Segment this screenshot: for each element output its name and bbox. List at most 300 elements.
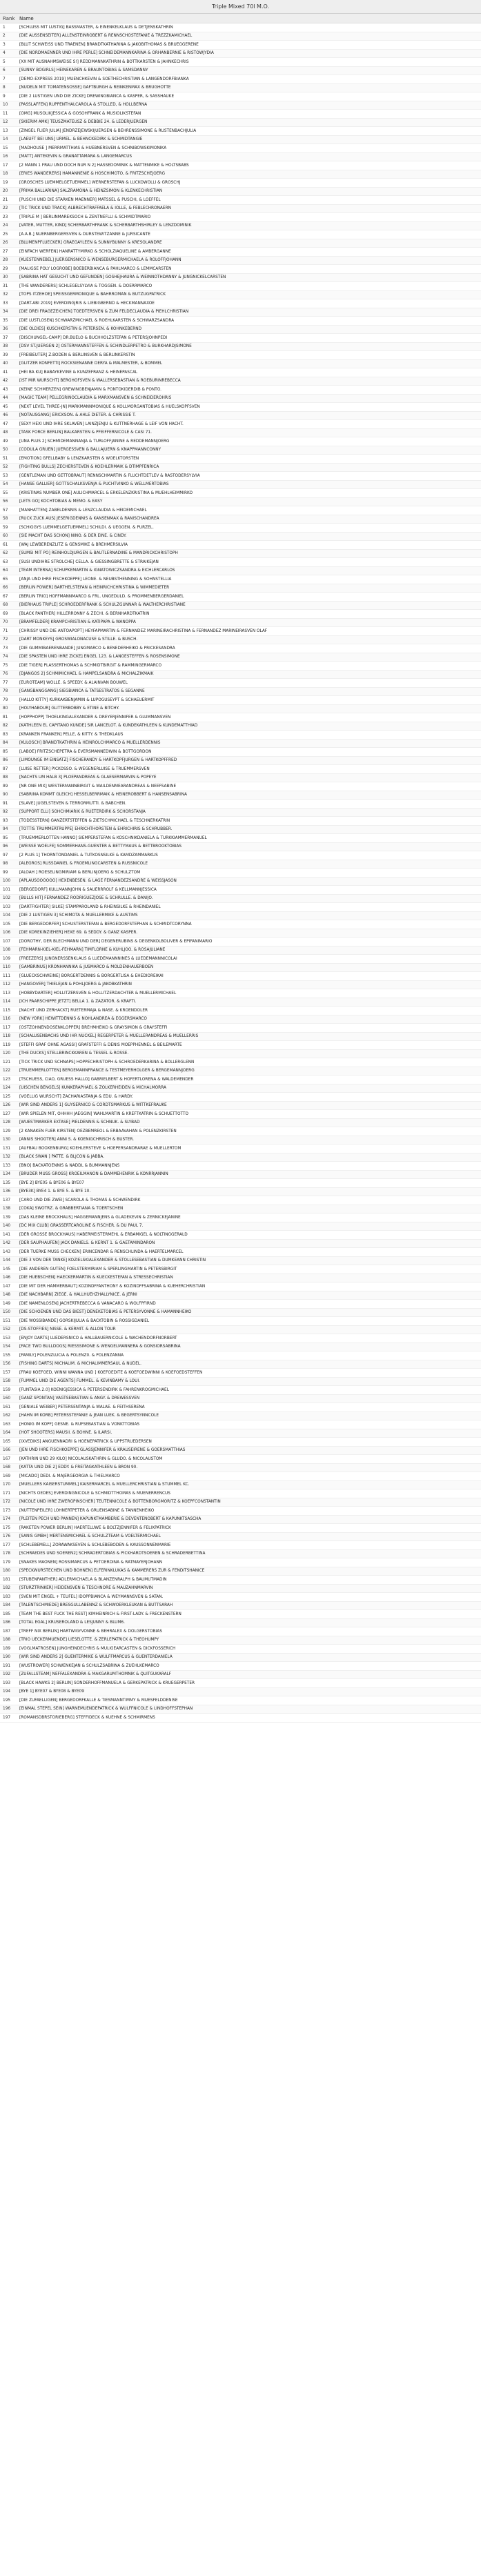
rank-cell: 105 [3,922,11,927]
table-row [0,998,481,1007]
team-name-cell: [OSTZOHNENDOSENKLOPPER] BREHMHEIKO & GRAYSIMON & GRAYSTEFFI [19,1025,168,1030]
table-row [0,602,481,611]
rank-cell: 60 [3,534,8,539]
team-name-cell: [DSV ST.JUERGEN 2] OSTERMANNSTEFFEN & SCHINDLERPETRO & BURKHARDJSIMONE [19,344,192,349]
table-row [0,317,481,326]
team-name-cell: [BLACK SWAN ] PATTE. & BLJCON & JABBA. [19,1155,105,1160]
rank-cell: 169 [3,1474,11,1478]
team-name-cell: [TICK TRICK UND SCHNAPS] HOPPECHRISTOPH & SCHROEDERKARINA & BOLLERGLENN [19,1060,195,1064]
team-name-cell: [TEAM THE BEST FUCK THE REST] KIMHEINRICH & FIRST-LADY. & FRECKENSTERN [19,1612,181,1616]
table-row [0,895,481,904]
team-name-cell: [LABOE] FRITZSCHEPETRA & EVERSMANNEDWIN & BOTTGORDON [19,749,152,754]
rank-cell: 127 [3,1111,11,1116]
table-row [0,593,481,602]
rank-cell: 102 [3,896,11,901]
team-name-cell: [ERIES WANDERERS] HAMANNENIE & HOSCHIMOTO, & FRITZSCHEJOERG [19,172,165,177]
table-row [0,1558,481,1567]
table-row [0,920,481,929]
table-row [0,498,481,507]
table-row [0,1136,481,1145]
rank-cell: 68 [3,603,8,608]
rank-cell: 84 [3,741,8,746]
rank-cell: 80 [3,706,8,711]
team-name-cell: [SEXY HEXI UND IHRE SKLAVEN] LAINZJENJU & KUTTNERHAGE & LEIF VON HACHT. [19,422,184,426]
table-row [0,1619,481,1628]
team-name-cell: [HONIG IM KOPF] GESNE. & RUFSEBASTIAN & VONKTTOBIAS [19,1422,140,1427]
table-row [0,1188,481,1197]
rank-cell: 31 [3,284,8,288]
team-name-cell: [DIE NAMENLOSEN] JACHERTREBECCA & VANACARO & WOLFPFIRND [19,1301,156,1306]
rank-cell: 180 [3,1569,11,1574]
table-row [0,550,481,559]
team-name-cell: [2 KANAKEN FUER KIRSTEN] OEZBEMREOL & ERBAAVAHAN & POLENZKIRSTEN [19,1129,177,1133]
table-row [0,1171,481,1180]
team-name-cell: [FACE TWO BULLDOGS] RIESSSIMONE & WENGELMANNERA & GONSIORSABRINA [19,1345,181,1349]
team-name-cell: [VOGLMATROSEN] JUNGHEINDECHRIS & MULIGEARCASTEN & DICKFOSSERICH [19,1646,176,1651]
rank-cell: 74 [3,655,8,660]
table-row [0,869,481,878]
table-row [0,1602,481,1611]
team-name-cell: [GENTLEMAN UND GETTOBRAUT] RENNSCHMARTIN & FLUCHTDETLEV & RASTODERSYLVIA [19,473,200,478]
team-name-cell: [EINFACH WERFEN] HANRATTYMIRKO & SCHOLZIAQUELINE & AMBERGANNE [19,249,171,254]
table-row [0,1455,481,1464]
rank-cell: 28 [3,258,8,263]
team-name-cell: [VOELLIG WURSCHT] ZACHARIASTANJA & EDU. & HARDY. [19,1094,133,1099]
table-row [0,205,481,214]
team-name-cell: [DEMO-EXPRESS 2019] MUENCHKEVIN & SOETHECHRISTIAN & LANGENDORFBIANKA [19,77,189,81]
team-name-cell: [TODESSTERN] GANZERTSTEFFEN & ZIETSCHMICHAEL & TESCHNERKATRIN [19,818,170,823]
table-row [0,1162,481,1171]
team-name-cell: [SPECKWURSTECHEN UND BOHNEN] ELFERINKLUKAS & KAMMERERS ZUR & FENDITSHANICE [19,1569,205,1574]
table-row [0,1369,481,1378]
rank-cell: 193 [3,1681,11,1685]
rank-cell: 79 [3,697,8,702]
team-name-cell: [ENJOY DARTS] LUEDERSNICO & HALLBAUERNICOLE & WACHENDORFNORBERT [19,1336,177,1340]
table-row [0,1119,481,1128]
rank-cell: 90 [3,793,8,797]
table-row [0,1309,481,1318]
team-name-cell: [MICADO] DEDI. & MAJERGEORGIA & THIELMARCO [19,1474,120,1478]
team-name-cell: [SIE MACHT DAS SCHON] NINO. & DER EINE. & CINDY. [19,534,127,539]
rank-cell: 187 [3,1629,11,1634]
team-name-cell: [TSCHUESS, CIAO, GRUESS HALLO] GABRIELBERT & HOFERTLORENA & WALDEMENDER [19,1077,194,1082]
team-name-cell: [MANHATTEN] ZABELDENNIS & LENZCLAUDIA & HEIDEMICHAEL [19,508,147,513]
team-name-cell: [NOTAUSGANG] ERICKSON. & AHLE DIETER. & CHRISSIE T. [19,413,136,418]
team-name-cell: [SCHALUSENBACHS UND IHR NUCKEL] REGERPETER & MUELLERANDREAS & MUELLERRIS [19,1034,199,1039]
table-row [0,989,481,998]
rank-cell: 62 [3,551,8,556]
table-row [0,1093,481,1102]
team-name-cell: [TRUEMMERLOTTEN] BERGEMANNFRANCE & TESTMEYERHOLGER & BERGEMANNJOERG [19,1069,195,1073]
team-name-cell: [KATHRIN UND 29 KILO] NICOLAUSKATHRIN & GLUDO. & NICOLAUSTOM [19,1456,163,1461]
table-row [0,1145,481,1153]
rank-cell: 144 [3,1258,11,1263]
team-name-cell: [DIE 2 LUSTIGEN 3] SCHIMOTA & MUELLERMIKE & AUSTIMS [19,913,138,918]
rank-cell: 52 [3,465,8,470]
rank-cell: 177 [3,1543,11,1547]
team-name-cell: [NACHTS UM HALB 3] PLOEPANDREAS & GLAESERMARVIN & POPEYE [19,775,157,780]
team-name-cell: [BERGEDORF] KULLMANNJOHN & SAUERRROLF & KELLMANNJESSICA [19,887,157,892]
team-name-cell: [BIERHAUS TRIPLE] SCHROEDERFRANK & SCHULZGUNNAR & WALTHERCHRISTIANE [19,603,186,608]
team-name-cell: [BULLS HIT] FERNANDEZ RODRIGUEZJOSE & SCHRULLE. & DANIJO. [19,896,153,901]
rank-cell: 113 [3,991,11,995]
rank-cell: 65 [3,577,8,582]
table-row [0,213,481,222]
table-row [0,377,481,386]
team-name-cell: [JEN UND IHRE FISCHKOEPPE] GLASSJENNIFER & KRAUSEIRENE & GOERSMATTHIAS [19,1448,186,1453]
table-row [0,575,481,584]
table-row [0,1533,481,1542]
rank-cell: 163 [3,1422,11,1427]
rank-cell: 16 [3,155,8,159]
team-name-cell: [FUMMEL UND DIE AGENTS] FUMMEL. & KEVINBAMY & LOUI. [19,1379,140,1384]
team-name-cell: [SUMSI MIT PO] REINHOLDJURGEN & BAUTLERNADINE & MANDRICKCHRISTOPH [19,551,178,556]
table-row [0,1213,481,1222]
table-row [0,351,481,360]
table-row [0,1714,481,1723]
team-name-cell: [TOTAL EGAL] KRUSEROLAND & LESJUNNY & BLUM6. [19,1621,125,1625]
rank-cell: 158 [3,1379,11,1384]
rank-cell: 22 [3,206,8,211]
rank-cell: 66 [3,586,8,591]
table-row [0,326,481,335]
table-row [0,679,481,688]
rank-cell: 59 [3,525,8,530]
team-name-cell: [SABRINA KOMMT GLEICH] HESSELBERRMAIK & HEINEROBBERT & HANSENSABRINA [19,793,187,797]
team-name-cell: [DIE HUEBSCHEN] HAECKERMARTIN & KUECKESTEFAN & STRESSECHRISTIAN [19,1276,173,1280]
team-name-cell: [WUESTMARKER EXTASE] PIELDENNIS & SCHNUK. & SLYBAD [19,1120,140,1125]
team-name-cell: [ROMANSDBRSTORIEBERG] STEFFIDECK & KUEHNE & SCHMIRMENS [19,1715,155,1720]
rank-cell: 123 [3,1077,11,1082]
rank-cell: 179 [3,1560,11,1565]
table-row [0,1550,481,1559]
table-row [0,84,481,93]
team-name-cell: [ZUFALLSTEAM] NEFFALEXANDRA & MAKGARUMTHOMNIK & QUITGUKARALF [19,1672,172,1677]
rank-cell: 78 [3,689,8,694]
rank-cell: 48 [3,430,8,435]
team-name-cell: [TRIPLE M ] BERLINMAREKSOCH & ZENTNEFLLI & SCHMIDTMARIO [19,215,151,219]
table-row [0,1403,481,1412]
table-row [0,636,481,645]
table-row [0,1033,481,1042]
rank-cell: 162 [3,1414,11,1418]
table-row [0,1127,481,1136]
table-row [0,981,481,990]
team-name-cell: [TASK FORCE BERLIN] BALKARSTEN & PFEIFFERNICOLE & CASI 71. [19,430,152,435]
table-row [0,1102,481,1111]
team-name-cell: [STEFFI GRAF OHNE AGASSI] GRAFSTEFFI & DENIS MOEPPHENNEL & BEILEMARTE [19,1042,182,1047]
team-name-cell: [EMOTION] GFELLBABY & LENZKARSTEN & WOELKTORSTEN [19,456,139,461]
table-row [0,1481,481,1490]
team-name-cell: [TOTTIS TRUMMERTRUPPE] EHRICHTHORSTEN & EHRICHIRIS & SCHRUBBER. [19,827,173,832]
table-row [0,481,481,490]
rank-cell: 98 [3,862,8,866]
rank-cell: 183 [3,1594,11,1599]
team-name-cell: [2 MANN 1 FRAU UND DOCH NUR N 2] HASSEDOMINIK & MATTENMIKE & HOLTSBABS [19,163,189,168]
table-row [0,1705,481,1714]
table-row [0,308,481,317]
team-name-cell: [DIE LUSTLOSEN] SCHWARZMICHAEL & ROEHLKARSTEN & SCHWARZSANDRA [19,318,175,323]
rank-cell: 132 [3,1155,11,1160]
rank-cell: 138 [3,1207,11,1211]
table-row [0,809,481,818]
team-name-cell: [HOPPHOPP] THOELKINGALEXANDER & DREYERJENNIFER & GLUMMANSVEN [19,715,171,720]
rank-cell: 8 [3,86,6,90]
table-row [0,912,481,921]
team-name-cell: [GROSCHES LUEMMELGETUEMMEL] WERNERSTEFAN & LUCKOWOLLI & GROSCHJ [19,180,181,185]
rank-cell: 94 [3,827,8,832]
table-row [0,455,481,464]
team-name-cell: [SLAVE] JUGELSTEVEN & TERRORMUTTI. & BABCHEN. [19,801,126,806]
rank-cell: 112 [3,982,11,987]
team-name-cell: [FISHING DARTS] MICHALIM. & MICHALIMMERSAUL & NUDEL. [19,1362,141,1367]
rank-cell: 131 [3,1146,11,1151]
team-name-cell: [LETS GO] KOCHTOBIAS & MEMO. & EASY [19,499,103,504]
column-header-name: Name [19,15,34,21]
table-row [0,395,481,404]
rank-cell: 148 [3,1293,11,1298]
rank-cell: 195 [3,1698,11,1703]
table-row [0,1498,481,1507]
rank-cell: 116 [3,1017,11,1022]
rank-cell: 20 [3,189,8,194]
rank-cell: 33 [3,301,8,306]
rank-cell: 139 [3,1215,11,1220]
rank-cell: 186 [3,1621,11,1625]
rank-cell: 5 [3,59,6,64]
rank-cell: 72 [3,637,8,642]
table-row [0,1464,481,1473]
rank-cell: 85 [3,749,8,754]
table-row [0,1196,481,1205]
team-name-cell: [NUDELN MIT TOMATENSOSSE] GAFTBURGH & REINKENMAX & BRUGHOTTE [19,86,171,90]
rank-cell: 124 [3,1086,11,1091]
team-name-cell: [NEW YORK] HEWITTDENNIS & NOHLANDREA & EGGERSMARCO [19,1017,147,1022]
rank-cell: 161 [3,1405,11,1409]
team-name-cell: [2 PLUS 1] THORNTONDANIEL & TUTKOSNSILKE & KAMDZAMMARKUS [19,853,158,858]
rank-cell: 76 [3,672,8,677]
team-name-cell: [SCHLUSS MIT LUSTIG] BASSMASTER, & EINENKELKLAUS & DETJENSKATHRIN [19,25,173,30]
table-row [0,791,481,800]
table-row [0,903,481,912]
team-name-cell: [DIE NORDMAENNER UND IHRE PERLE] SCHNEIDEMANNKARINA & ORHANBERNIE & RISTOWJYDIA [19,51,214,56]
team-name-cell: [DJANGOS 2] SCHMIMICHAEL & HAMPELSANDRA & MICHALZIKMAIK [19,672,154,677]
team-name-cell: [VATER, MUTTER, KIND] SCHERBARTHFRANK & SCHERBARTHSHIRLEY & LENZDOMINIK [19,224,192,228]
rank-cell: 93 [3,818,8,823]
team-name-cell: [HANGOVER] THIELEJAN & POHLJOERG & JAKOBKATHRIN [19,982,132,987]
team-name-cell: [DIE KOREKINZIEHER] HEXE 69. & SEDDY. & GANZ KASPER. [19,931,138,935]
team-name-cell: [DIE ANDEREN GUTEN] FOELSTERMIRIAM & SPERLINGMARTIN & PETERSBIRGIT [19,1267,177,1271]
team-name-cell: [COKA] SWOTRZ. & GRABBERTIANA & TOERTSCHEN [19,1207,124,1211]
rank-cell: 46 [3,413,8,418]
rank-cell: 23 [3,215,8,219]
rank-cell: 118 [3,1034,11,1039]
rank-cell: 35 [3,318,8,323]
rank-cell: 69 [3,611,8,616]
rank-cell: 107 [3,939,11,944]
team-name-cell: [TREFF NIX BERLIN] HARTWIGYVONNE & BEHRALEX & DOLGERSTOBIAS [19,1629,162,1634]
rank-cell: 6 [3,68,6,73]
team-name-cell: [XX MIT AUSNAHMSWEISE S!] REDDMANNKATHRIN & BOTTKARSTEN & JAHNKECHRIS [19,59,189,64]
rank-cell: 142 [3,1241,11,1246]
table-row [0,671,481,680]
table-row [0,179,481,188]
table-row [0,584,481,593]
team-name-cell: [SCHRAEDES UND SOEREN2] SCHRADERTOBIAS & PICKHARDTSOEREN & SCHRADERBETTINA [19,1552,206,1556]
table-row [0,153,481,162]
rank-cell: 89 [3,784,8,789]
rank-cell: 29 [3,266,8,271]
team-name-cell: [BNO] BACKATOENNIS & NADDL & BUMMANNJENS [19,1163,120,1168]
rank-cell: 181 [3,1577,11,1582]
rank-cell: 9 [3,94,6,99]
team-name-cell: [BYE 2] BYE05 & BYE06 & BYE07 [19,1180,84,1185]
rank-cell: 12 [3,120,8,125]
team-name-cell: [AUFBAU BOOXENBURG] KOEHLERSTEVE & HOEPERSANDRARAE & MUELLERTOM [19,1146,181,1151]
table-row [0,1516,481,1525]
rank-cell: 54 [3,482,8,487]
table-row [0,1627,481,1636]
rank-cell: 129 [3,1129,11,1133]
rank-cell: 39 [3,353,8,357]
team-name-cell: [DC MIX CLUB] GRASSERTCAROLINE & FISCHER. & DU PAUL 7. [19,1224,144,1229]
table-row [0,1205,481,1214]
table-row [0,782,481,791]
team-name-cell: [PASSLAFFEN] RUPPENTHALCAROLA & STOLLED, & HOLLBERNA [19,103,148,108]
team-name-cell: [EUROTEAM] WOLLE. & SPEEDY. & ALAINVAN BOUWEL [19,680,128,685]
rank-cell: 130 [3,1138,11,1142]
team-name-cell: [DART MONKEYS] GROSWIALONACUSE & STILLE. & BUSCH. [19,637,138,642]
team-name-cell: [GLUECKSCHWEINE] BORGERTDENNIS & BORGERTLISA & EHEDIOREIKAI [19,973,164,978]
team-name-cell: [FIGHTING BULLS] ZECHERSTEVEN & KOEHLERMAIK & DTIMPFENRICA [19,465,159,470]
column-header-rank: Rank [3,15,15,21]
table-row [0,878,481,886]
team-name-cell: [DIE 3 VON DER TANKE] KOZIELSKIALEXANDER & STOLLESEBASTIAN & DUMKEANN CHRISTIN [19,1258,206,1263]
table-row [0,860,481,869]
table-row [0,1076,481,1084]
team-name-cell: [CARO UND DIE ZWEI] SCAROLA & THOMAS & SCHWENDIRK [19,1198,141,1202]
rank-cell: 189 [3,1646,11,1651]
team-name-cell: [DIE ZUFAELLIGEN] BERGEDORFKALLE & TIESMANNTIMMY & MUESFELDDENISE [19,1698,178,1703]
rank-cell: 11 [3,111,8,116]
rank-cell: 152 [3,1327,11,1332]
rank-cell: 73 [3,646,8,651]
table-row [0,75,481,84]
rank-cell: 40 [3,361,8,366]
table-row [0,1688,481,1697]
rank-cell: 153 [3,1336,11,1340]
table-row [0,610,481,619]
table-row [0,515,481,524]
rank-cell: 137 [3,1198,11,1202]
team-name-cell: [LIMOUNGE IM EINSATZ] FISCHERANDY & HARTKOPFJURGEN & HARTKOPFFRED [19,758,177,763]
team-name-cell: [MADHOUSE ] MERRMATTHIAS & HUEBNERSVEN & SCHNIBOWSKIMONIKA [19,146,167,150]
rank-cell: 119 [3,1042,11,1047]
rank-cell: 70 [3,620,8,625]
table-row [0,161,481,170]
rank-cell: 64 [3,568,8,573]
table-row [0,947,481,955]
table-row [0,1334,481,1343]
table-row [0,1231,481,1240]
table-row [0,541,481,550]
table-row [0,524,481,533]
team-name-cell: [DIE WOSSIBANDE] GORSKIJULIA & BACKTOBIN & ROSSIGDANIEL [19,1318,150,1323]
rank-cell: 156 [3,1362,11,1367]
team-name-cell: [CODULA GRUEN] JUERGESSVEN & BALLAJUERN & KNAPPMANNCONNY [19,448,161,453]
table-row [0,1110,481,1119]
table-row [0,420,481,429]
team-name-cell: [TOPS ITZEHOE] SPEISSGERMONIQUE & BAHRROMAN & BUTZUGPATRICK [19,293,166,297]
team-name-cell: [DIE AUSSENSEITER] ALLENSTEINROBERT & RENNSCHOSTEFANIE & TREZZKAMICHAEL [19,34,193,39]
table-row [0,1696,481,1705]
team-name-cell: [HANSE GALLIER] GOTTSCHALKSVENJA & PUCHTVINKO & WELLMERTOBIAS [19,482,169,487]
table-row [0,1662,481,1671]
table-row [0,713,481,722]
team-name-cell: [NUTTENPEILER] LOHNERTPETER & GRUENSABINE & TANNENHEIKO [19,1508,155,1513]
table-row [0,299,481,308]
rank-cell: 143 [3,1249,11,1254]
rank-cell: 36 [3,327,8,332]
rank-cell: 25 [3,232,8,237]
rank-cell: 81 [3,715,8,720]
table-row [0,282,481,291]
team-name-cell: [TRUEMMERLOTTEN HANNO] SIEMPERSTEFAN & KOSCHNIKDANIELA & TURKKIAMMERMANUEL [19,835,207,840]
rank-cell: 13 [3,128,8,133]
rank-cell: 164 [3,1431,11,1436]
table-row [0,567,481,576]
table-row [0,929,481,938]
table-row [0,230,481,239]
rank-cell: 38 [3,344,8,349]
table-row [0,429,481,438]
rank-cell: 111 [3,973,11,978]
table-row [0,334,481,343]
rank-cell: 17 [3,163,8,168]
rank-cell: 51 [3,456,8,461]
rank-cell: 196 [3,1707,11,1712]
team-name-cell: [DIE MIT DER HAMMERBAUT] KOZINDFFANTHONY & KOZINDFFSABRINA & KUEHERCHRISTIAN [19,1284,206,1289]
table-row [0,765,481,774]
team-name-cell: [TRIO UECKERMUENDE] LIESELOTTE. & ZERLEPATRICK & THEOHUMPY [19,1638,159,1643]
rank-cell: 147 [3,1284,11,1289]
team-name-cell: [KATHLEEN EL CAPITANO KUNDE] SIR LANCELOT. & KUNDEKATHLEEN & KUNDEMATTHIAD [19,724,198,729]
rank-cell: 167 [3,1456,11,1461]
rank-cell: 32 [3,293,8,297]
team-name-cell: [HALLO KITTY] KURKAKBENJAMIN & LUPOGUSEYPT & SCHAEUERMIT [19,697,155,702]
table-row [0,368,481,377]
rank-cell: 120 [3,1051,11,1056]
table-row [0,627,481,636]
rank-cell: 175 [3,1525,11,1530]
team-name-cell: [KUESTENNEBEL] JUERGENSNICO & WENSEBURGERMICHAELA & ROLOFFJOHANN [19,258,181,263]
rank-cell: 126 [3,1103,11,1108]
team-name-cell: [NR ONE MIX] WESTERMANNBIRGIT & WAILDENMEARANDREAS & NEEFSABINE [19,784,177,789]
team-name-cell: [WIR SPIELEN MIT, OHHHH JAEGGIN] WAHLMARTIN & KREFTKATRIN & SCHUETTOTTO [19,1111,189,1116]
rank-cell: 172 [3,1500,11,1505]
table-row [0,1291,481,1300]
team-name-cell: [BLUMENPFLUECKER] GRAEGAYLEEN & SUNNYBUNNY & KRESOLANDRE [19,241,162,246]
rank-cell: 192 [3,1672,11,1677]
rank-cell: 19 [3,180,8,185]
table-row [0,1257,481,1266]
rank-cell: 151 [3,1318,11,1323]
rank-cell: 174 [3,1517,11,1522]
table-row [0,92,481,101]
team-name-cell: [EINMAL STEPEL SEIN] WARNEMUENDEPATRICK & WULFFNICOLE & LINDHOFFSTEPHAN [19,1707,193,1712]
team-name-cell: [DIE BERGEDORFER] SCHUSTERSTEFAN & BERGEDORFSTEPHAN & SCHMIDTCORYNNA [19,922,192,927]
rank-cell: 83 [3,732,8,737]
